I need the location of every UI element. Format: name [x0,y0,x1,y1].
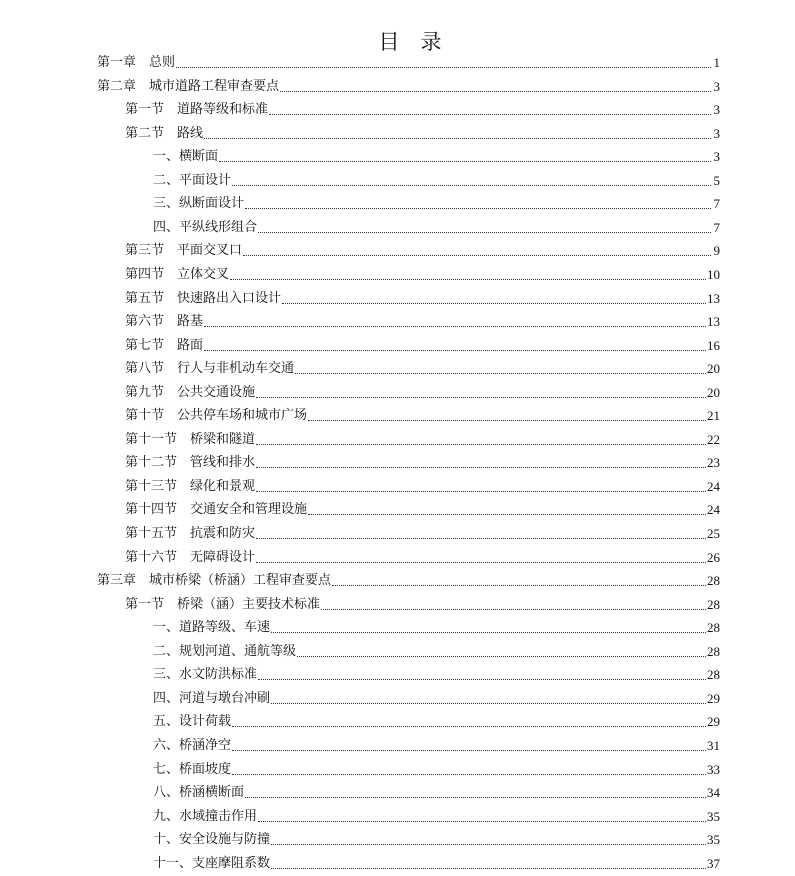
toc-leader-dots [271,631,706,633]
toc-entry-page: 13 [707,314,720,330]
toc-entry[interactable] [125,593,720,613]
toc-entry-page: 26 [707,549,720,565]
toc-leader-dots [258,678,706,680]
toc-entry-page: 9 [713,243,720,259]
toc-entry-page: 5 [713,172,720,188]
toc-entry-label: 第十节 公共停车场和城市广场 [125,408,308,424]
toc-entry-label: 第十二节 管线和排水 [125,455,256,471]
toc-leader-dots [256,537,706,539]
toc-entry[interactable] [153,758,720,778]
toc-entry[interactable] [153,640,720,660]
toc-entry-label: 二、平面设计 [153,172,232,188]
toc-entry[interactable] [125,404,720,424]
toc-entry-label: 第三章 城市桥梁（桥涵）工程审查要点 [97,573,332,589]
toc-entry-page: 28 [707,596,720,612]
toc-entry[interactable] [153,192,720,212]
toc-leader-dots [332,584,706,586]
toc-entry-page: 13 [707,290,720,306]
toc-entry[interactable] [125,263,720,283]
toc-leader-dots [297,655,706,657]
toc-entry-page: 24 [707,478,720,494]
toc-entry[interactable] [97,51,720,71]
toc-entry-page: 1 [713,55,720,70]
toc-entry[interactable] [125,122,720,142]
toc-entry-page: 3 [713,125,720,141]
toc-entry-label: 八、桥涵横断面 [153,785,245,801]
toc-entry-page: 34 [707,785,720,801]
toc-leader-dots [256,490,706,492]
toc-entry[interactable] [153,663,720,683]
toc-entry[interactable] [125,451,720,471]
toc-entry-page: 35 [707,832,720,848]
toc-entry-page: 28 [707,643,720,659]
toc-entry-label: 第二章 城市道路工程审查要点 [97,78,280,94]
toc-entry-page: 29 [707,690,720,706]
toc-entry-page: 7 [713,196,720,212]
toc-leader-dots [308,513,706,515]
toc-entry-page: 23 [707,455,720,471]
toc-entry[interactable] [125,498,720,518]
toc-leader-dots [204,349,706,351]
toc-entry[interactable] [125,239,720,259]
toc-entry[interactable] [125,287,720,307]
toc-leader-dots [280,90,711,92]
toc-leader-dots [271,702,706,704]
toc-entry-label: 七、桥面坡度 [153,761,232,777]
toc-entry-label: 第二节 路线 [125,125,204,141]
toc-entry[interactable] [153,145,720,165]
toc-entry[interactable] [125,475,720,495]
toc-entry-page: 31 [707,737,720,753]
toc-entry-page: 3 [713,149,720,165]
toc-entry[interactable] [153,169,720,189]
toc-entry-page: 20 [707,384,720,400]
toc-leader-dots [321,608,706,610]
toc-entry[interactable] [153,805,720,825]
toc-entry-page: 16 [707,337,720,353]
toc-entry[interactable] [153,687,720,707]
toc-entry-label: 一、横断面 [153,149,219,165]
toc-entry-page: 35 [707,808,720,824]
toc-leader-dots [232,749,706,751]
toc-entry-label: 第三节 平面交叉口 [125,243,243,259]
toc-leader-dots [219,160,711,162]
toc-entry-label: 三、纵断面设计 [153,196,245,212]
toc-entry[interactable] [97,569,720,589]
toc-entry-label: 四、河道与墩台冲刷 [153,690,271,706]
toc-entry-page: 33 [707,761,720,777]
toc-entry-label: 第十四节 交通安全和管理设施 [125,502,308,518]
toc-entry-label: 第一节 道路等级和标准 [125,102,269,118]
toc-entry[interactable] [125,546,720,566]
toc-entry-page: 22 [707,431,720,447]
toc-entry-page: 24 [707,502,720,518]
toc-entry-label: 第十一节 桥梁和隧道 [125,431,256,447]
toc-entry-page: 3 [713,78,720,94]
toc-entry-label: 一、道路等级、车速 [153,620,271,636]
toc-leader-dots [230,278,706,280]
toc-leader-dots [256,443,706,445]
toc-leader-dots [295,372,706,374]
toc-entry-label: 第四节 立体交叉 [125,266,230,282]
toc-leader-dots [256,466,706,468]
toc-entry-label: 第九节 公共交通设施 [125,384,256,400]
toc-entry[interactable] [125,98,720,118]
toc-entry-label: 第一章 总则 [97,55,176,70]
toc-leader-dots [232,184,711,186]
toc-entry-page: 28 [707,573,720,589]
toc-entry-label: 第七节 路面 [125,337,204,353]
toc-leader-dots [256,561,706,563]
toc-entry-page: 10 [707,266,720,282]
toc-entry-label: 四、平纵线形组合 [153,219,258,235]
toc-entry-label: 五、设计荷载 [153,714,232,730]
toc-leader-dots [258,231,711,233]
toc-entry[interactable] [153,710,720,730]
toc-entry[interactable] [153,734,720,754]
toc-entry[interactable] [125,428,720,448]
toc-entry-label: 九、水域撞击作用 [153,808,258,824]
toc-entry-page: 28 [707,667,720,683]
toc-entry-label: 第十五节 抗震和防灾 [125,526,256,541]
toc-entry-page: 28 [707,620,720,636]
toc-leader-dots [243,254,711,256]
toc-title: 目 录 [378,30,442,54]
toc-entry-label: 十、安全设施与防撞 [153,832,271,848]
toc-leader-dots [176,66,711,68]
toc-leader-dots [271,867,706,869]
toc-leader-dots [269,113,711,115]
toc-entry-label: 二、规划河道、通航等级 [153,643,297,659]
toc-leader-dots [232,725,706,727]
toc-entry-page: 25 [707,526,720,541]
toc-leader-dots [204,325,706,327]
toc-entry[interactable] [153,852,720,872]
toc-leader-dots [308,419,706,421]
toc-entry-label: 六、桥涵净空 [153,737,232,753]
toc-entry-page: 37 [707,855,720,871]
toc-leader-dots [258,820,706,822]
toc-leader-dots [232,773,706,775]
toc-entry-label: 第一节 桥梁（涵）主要技术标准 [125,596,321,612]
toc-entry-label: 第十六节 无障碍设计 [125,549,256,565]
toc-leader-dots [245,207,711,209]
toc-entry[interactable] [125,357,720,377]
toc-entry[interactable] [125,310,720,330]
toc-leader-dots [204,137,711,139]
toc-entry-label: 第六节 路基 [125,314,204,330]
toc-entry-label: 第五节 快速路出入口设计 [125,290,282,306]
toc-entry[interactable] [125,334,720,354]
toc-entry-label: 十一、支座摩阻系数 [153,855,271,871]
toc-leader-dots [282,302,706,304]
toc-entry-label: 第八节 行人与非机动车交通 [125,361,295,377]
toc-entry[interactable] [125,522,720,542]
toc-entry-label: 第十三节 绿化和景观 [125,478,256,494]
toc-leader-dots [245,796,706,798]
toc-entry-page: 21 [707,408,720,424]
toc-entry-page: 20 [707,361,720,377]
toc-entry-page: 29 [707,714,720,730]
toc-entry[interactable] [153,781,720,801]
toc-entry-page: 7 [713,219,720,235]
toc-entry[interactable] [153,616,720,636]
toc-entry[interactable] [97,75,720,95]
toc-entry[interactable] [153,828,720,848]
toc-leader-dots [256,396,706,398]
toc-entry[interactable] [125,381,720,401]
toc-leader-dots [271,843,706,845]
toc-entry-label: 三、水文防洪标准 [153,667,258,683]
toc-entry-page: 3 [713,102,720,118]
toc-entry[interactable] [153,216,720,236]
